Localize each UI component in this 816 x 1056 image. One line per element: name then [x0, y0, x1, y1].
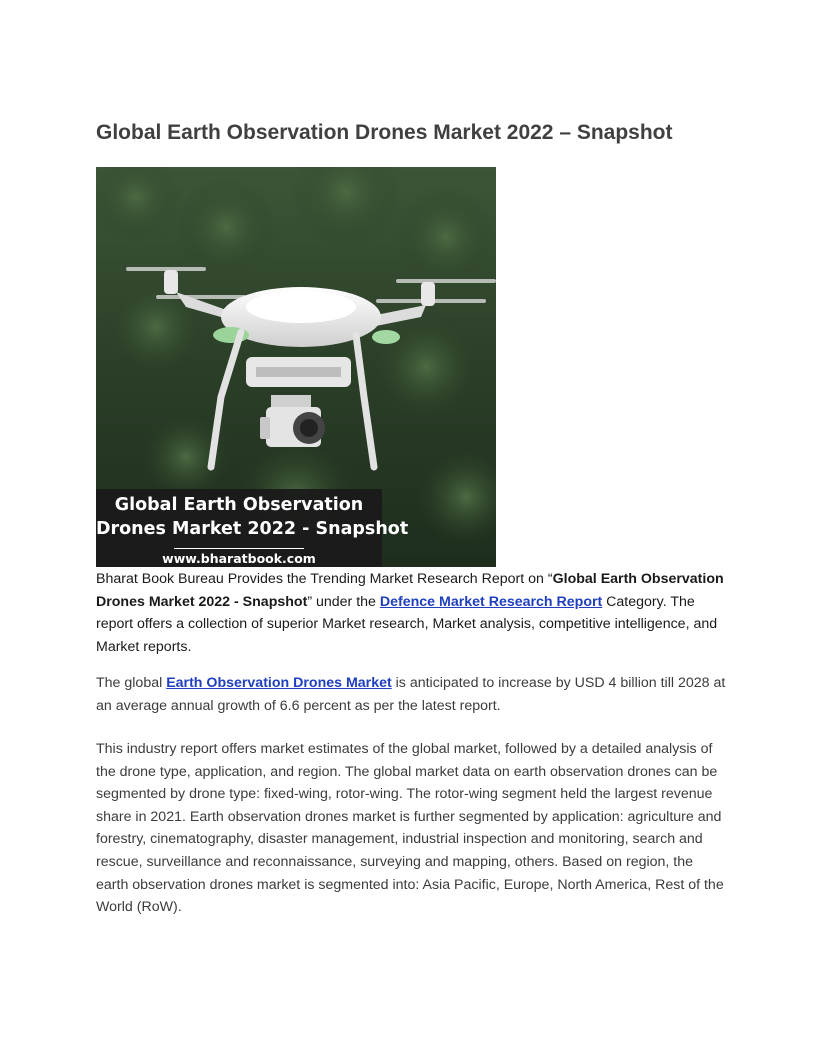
intro-tail: Category. The report offers a collection of superior Market research, Market analysis, competitive intelligence, and Market reports. — [96, 593, 718, 655]
growth-lead: The global — [96, 675, 167, 691]
earth-observation-market-link[interactable]: Earth Observation Drones Market — [166, 675, 392, 691]
segmentation-paragraph: This industry report offers market estimates of the global market, followed by a detailed analysis of the drone type, application, and region. The global market data on earth observation drones can be segmented by drone type: fixed-wing, rotor-wing. The rotor-wing segment held the largest revenue share in 2021. Earth observation drones market is further segmented by application: agriculture and forestry, cinematography, disaster management, industrial inspection and monitoring, search and rescue, surveillance and reconnaissance, surveying and mapping, others. Based on region, the earth observation drones market is segmented into: Asia Pacific, Europe, North America, Rest of the World (RoW). — [96, 741, 724, 916]
intro-mid: ” under the — [307, 593, 380, 610]
growth-tail: is anticipated to increase by USD 4 billion till 2028 at an average annual growth of 6.6 percent as per the latest report. — [96, 675, 726, 714]
page-title: Global Earth Observation Drones Market 2022 – Snapshot — [96, 121, 673, 144]
image-caption-url: www.bharatbook.com — [162, 551, 316, 566]
image-caption-line2: Drones Market 2022 - Snapshot — [96, 519, 409, 539]
intro-paragraph — [96, 568, 726, 658]
drone-hero-image — [96, 167, 496, 567]
image-caption-divider — [174, 548, 304, 549]
report-name: Global Earth Observation Drones Market 2022 - Snapshot — [96, 571, 724, 610]
growth-paragraph — [96, 672, 726, 717]
image-caption-line1: Global Earth Observation — [114, 495, 364, 515]
intro-lead: Bharat Book Bureau Provides the Trending Market Research Report on “ — [96, 571, 553, 587]
defence-market-link[interactable]: Defence Market Research Report — [379, 593, 603, 610]
